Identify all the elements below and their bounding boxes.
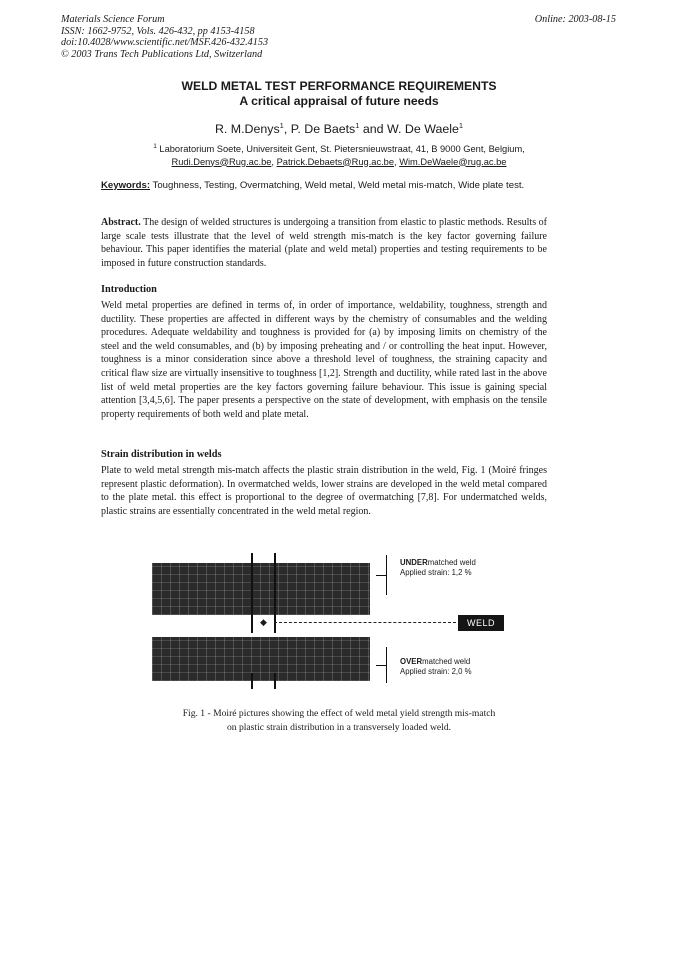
keywords-text: Toughness, Testing, Overmatching, Weld metal, Weld metal mis-match, Wide plate test.	[152, 180, 525, 191]
abstract-text: The design of welded structures is undergoing a transition from elastic to plastic methods. Results of large scale tests illustrate that the level of weld strength mis-match is the key factor governing failure behaviour. This paper identifies the material (plate and weld metal) properties and testing requirements to be imposed in future construction standards.	[101, 217, 548, 269]
weld-boundary-left	[251, 553, 253, 633]
over-bold: OVER	[400, 657, 423, 666]
affiliation	[0, 141, 678, 168]
under-bold: UNDER	[400, 558, 428, 567]
caption-line-1: Fig. 1 - Moiré pictures showing the effect of weld metal yield strength mis-match	[182, 708, 496, 719]
under-rest: matched weld	[427, 558, 476, 567]
weld-boundary-right-lower	[274, 673, 276, 689]
over-bracket	[386, 647, 387, 683]
intro-heading: Introduction	[101, 284, 157, 295]
under-bracket	[386, 555, 387, 595]
undermatched-label	[400, 558, 476, 578]
author-1-sup: 1	[279, 121, 284, 130]
keywords	[101, 180, 550, 192]
under-bracket-tick	[376, 575, 386, 576]
email-link-1[interactable]: Rudi.Denys@Rug.ac.be	[171, 156, 272, 167]
author-and: and	[362, 122, 384, 137]
doi-line: doi:10.4028/www.scientific.net/MSF.426-432.4153	[61, 37, 269, 49]
journal-header	[61, 14, 268, 60]
author-3: W. De Waele	[387, 122, 459, 137]
weld-marker-icon: ◆	[260, 617, 267, 627]
abstract-label: Abstract.	[101, 217, 141, 228]
weld-boundary-right	[274, 553, 276, 633]
moire-figure	[150, 553, 520, 693]
undermatched-moire-image	[152, 563, 370, 615]
journal-name: Materials Science Forum	[61, 14, 165, 25]
email-link-2[interactable]: Patrick.Debaets@Rug.ac.be	[276, 156, 395, 167]
author-2-sup: 1	[355, 121, 360, 130]
weld-boundary-left-lower	[251, 673, 253, 689]
over-rest: matched weld	[422, 657, 471, 666]
email-link-3[interactable]: Wim.DeWaele@rug.ac.be	[399, 156, 507, 167]
online-date: Online: 2003-08-15	[534, 14, 616, 25]
author-3-sup: 1	[458, 121, 464, 130]
author-1: R. M.Denys	[214, 122, 280, 137]
author-2: P. De Baets	[290, 122, 356, 137]
abstract	[101, 216, 547, 270]
under-strain: Applied strain: 1,2 %	[400, 568, 472, 577]
overmatched-label	[400, 657, 472, 677]
email-list: Rudi.Denys@Rug.ac.be, Patrick.Debaets@Rug.ac.be, Wim.DeWaele@rug.ac.be	[171, 156, 507, 167]
issn-line: ISSN: 1662-9752, Vols. 426-432, pp 4153-4158	[61, 25, 255, 37]
strain-text: Plate to weld metal strength mis-match affects the plastic strain distribution in the weld, Fig. 1 (Moiré fringes represent plastic deformation). In overmatched welds, lower strains are developed in the weld metal compared to the plate metal. this effect is proportional to the degree of overmatching [7,8]. For undermatched welds, plastic strains are essentially concentrated in the weld metal region.	[101, 465, 547, 517]
affiliation-text: Laboratorium Soete, Universiteit Gent, St. Pietersnieuwstraat, 41, B 9000 Gent, Belgium,	[159, 144, 525, 155]
title-line-1: WELD METAL TEST PERFORMANCE REQUIREMENTS	[181, 79, 497, 93]
over-bracket-tick	[376, 665, 386, 666]
affiliation-sup: 1	[153, 143, 157, 150]
caption-line-2: on plastic strain distribution in a transversely loaded weld.	[226, 721, 452, 733]
over-strain: Applied strain: 2,0 %	[400, 667, 472, 676]
title-line-2: A critical appraisal of future needs	[239, 94, 439, 108]
intro-text: Weld metal properties are defined in terms of, in order of importance, weldability, toughness, strength and ductility. These properties are affected in different ways by the chemistry of consumables and the welding procedures. Adequate weldability and toughness is provided for (a) by imposing limits on chemistry of the steel and the weld consumables, and (b) by imposing preheating and / or controlling the heat input. However, toughness is a minor consideration since above a threshold level of toughness, the straining capacity and critical flaw size are virtually insensitive to toughness [1,2]. Strength and ductility, while rated last in the above list of weld metal properties are the key factors governing failure behaviour. This issue is gaining special attention [3,4,5,6]. The paper presents a perspective on the state of development, with emphasis on the tensile property requirements of both weld and plate metal.	[101, 300, 547, 420]
weld-dashed-line	[274, 622, 456, 623]
figure-caption	[0, 707, 678, 734]
weld-label-box: WELD	[458, 615, 504, 631]
paper-title	[0, 79, 678, 109]
author-list: R. M.Denys$^1$, P. De Baets$^1$ and W. De Waele$^1$	[214, 121, 464, 137]
copyright-line: © 2003 Trans Tech Publications Ltd, Switzerland	[61, 48, 263, 60]
keywords-label: Keywords:	[101, 180, 151, 191]
strain-heading: Strain distribution in welds	[101, 449, 222, 460]
overmatched-moire-image	[152, 637, 370, 681]
